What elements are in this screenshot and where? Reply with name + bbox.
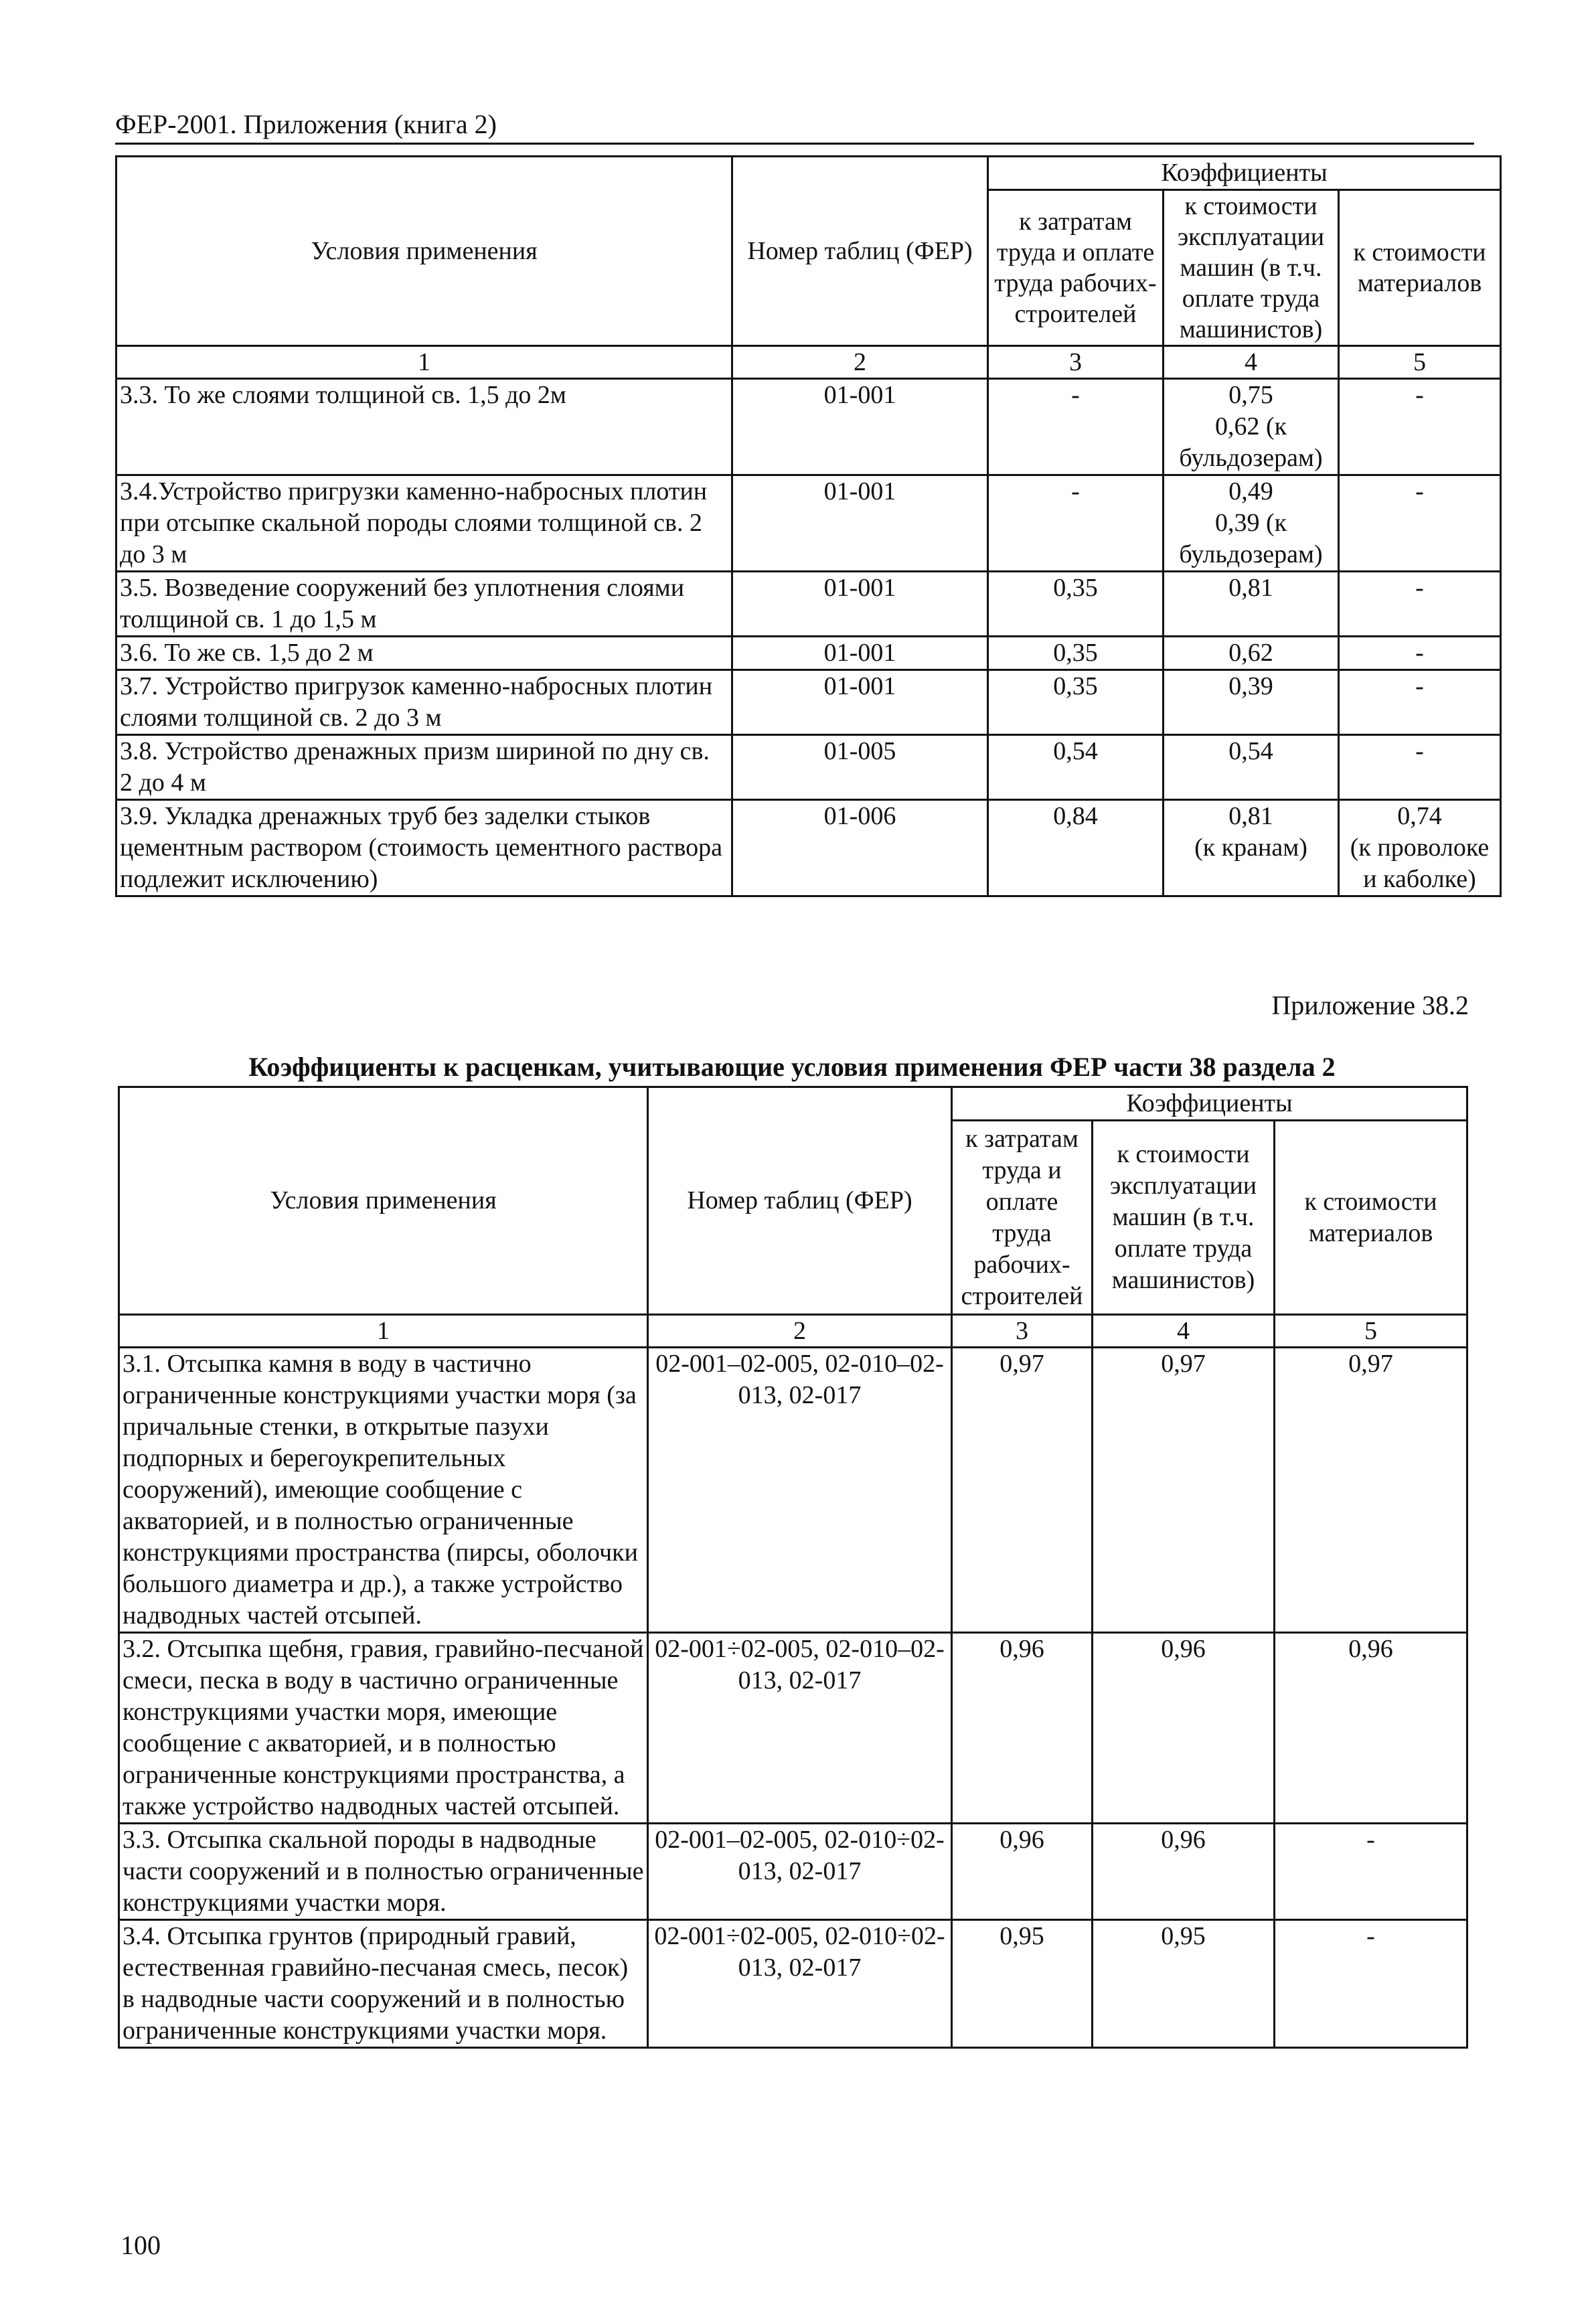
header-table-no: Номер таблиц (ФЕР) (732, 157, 988, 346)
row-labor-coefficient: 0,96 (952, 1824, 1093, 1920)
row-machines-coefficient: 0,97 (1093, 1348, 1275, 1633)
row-labor-coefficient: 0,95 (952, 1920, 1093, 2048)
row-machines-coefficient: 0,81 (1164, 572, 1339, 637)
row-machines-coefficient: 0,95 (1093, 1920, 1275, 2048)
column-number: 5 (1275, 1315, 1467, 1348)
column-number: 2 (648, 1315, 952, 1348)
header-conditions: Условия применения (116, 157, 732, 346)
row-condition: 3.8. Устройство дренажных призм шириной по дну св. 2 до 4 м (116, 735, 732, 800)
row-materials-coefficient: - (1339, 637, 1501, 670)
row-table-number: 01-001 (732, 379, 988, 475)
row-materials-coefficient: - (1339, 379, 1501, 475)
header-machines: к стоимости эксплуатации машин (в т.ч. оплате труда машинистов) (1164, 190, 1339, 346)
row-machines-coefficient: 0,96 (1093, 1633, 1275, 1824)
column-number: 3 (952, 1315, 1093, 1348)
row-materials-coefficient: 0,97 (1275, 1348, 1467, 1633)
column-number: 3 (988, 346, 1164, 379)
table-row (116, 379, 1501, 475)
header-machines: к стоимости эксплуатации машин (в т.ч. оплате труда машинистов) (1093, 1121, 1275, 1315)
row-table-number: 01-001 (732, 637, 988, 670)
row-labor-coefficient: 0,54 (988, 735, 1164, 800)
row-condition: 3.4. Отсыпка грунтов (природный гравий, естественная гравийно-песчаная смесь, песок) в надводные части сооружений и в полностью ограниченные конструкциями участки моря. (119, 1920, 648, 2048)
row-condition: 3.5. Возведение сооружений без уплотнения слоями толщиной св. 1 до 1,5 м (116, 572, 732, 637)
row-condition: 3.2. Отсыпка щебня, гравия, гравийно-песчаной смеси, песка в воду в частично ограниченные конструкциями участки моря, имеющие сообщение с акваторией, и в полностью ограниченные конструкциями пространства, а также устройство надводных частей отсыпей. (119, 1633, 648, 1824)
running-header: ФЕР-2001. Приложения (книга 2) (115, 108, 1474, 145)
appendix-label: Приложение 38.2 (1271, 990, 1469, 1020)
row-table-number: 01-001 (732, 475, 988, 572)
header-labor: к затратам труда и оплате труда рабочих-строителей (952, 1121, 1093, 1315)
table-row (116, 637, 1501, 670)
row-condition: 3.4.Устройство пригрузки каменно-набросных плотин при отсыпке скальной породы слоями толщиной св. 2 до 3 м (116, 475, 732, 572)
header-coefficients: Коэффициенты (988, 157, 1501, 190)
column-number: 1 (116, 346, 732, 379)
row-table-number: 02-001–02-005, 02-010–02-013, 02-017 (648, 1348, 952, 1633)
header-materials: к стоимости материалов (1275, 1121, 1467, 1315)
table-row (116, 572, 1501, 637)
row-condition: 3.9. Укладка дренажных труб без заделки стыков цементным раствором (стоимость цементного раствора подлежит исключению) (116, 800, 732, 896)
table-row (116, 475, 1501, 572)
row-machines-coefficient: 0,49 0,39 (к бульдозерам) (1164, 475, 1339, 572)
row-labor-coefficient: - (988, 379, 1164, 475)
column-number: 5 (1339, 346, 1501, 379)
row-condition: 3.7. Устройство пригрузок каменно-набросных плотин слоями толщиной св. 2 до 3 м (116, 670, 732, 735)
column-number: 1 (119, 1315, 648, 1348)
column-number: 2 (732, 346, 988, 379)
table-caption: Коэффициенты к расценкам, учитывающие условия применения ФЕР части 38 раздела 2 (248, 1052, 1336, 1082)
row-table-number: 01-005 (732, 735, 988, 800)
column-number: 4 (1093, 1315, 1275, 1348)
row-materials-coefficient: 0,96 (1275, 1633, 1467, 1824)
row-machines-coefficient: 0,39 (1164, 670, 1339, 735)
row-materials-coefficient: - (1339, 670, 1501, 735)
row-materials-coefficient: - (1275, 1920, 1467, 2048)
row-materials-coefficient: - (1339, 735, 1501, 800)
row-condition: 3.3. Отсыпка скальной породы в надводные части сооружений и в полностью ограниченные конструкциями участки моря. (119, 1824, 648, 1920)
row-table-number: 01-006 (732, 800, 988, 896)
row-labor-coefficient: 0,35 (988, 670, 1164, 735)
row-materials-coefficient: - (1339, 572, 1501, 637)
row-labor-coefficient: 0,35 (988, 637, 1164, 670)
table-row (116, 735, 1501, 800)
table-row (116, 670, 1501, 735)
row-materials-coefficient: - (1275, 1824, 1467, 1920)
table-row (119, 1348, 1467, 1633)
row-materials-coefficient: - (1339, 475, 1501, 572)
row-machines-coefficient: 0,96 (1093, 1824, 1275, 1920)
table-row (119, 1824, 1467, 1920)
header-conditions: Условия применения (119, 1087, 648, 1315)
coefficients-table-1 (115, 155, 1502, 897)
row-materials-coefficient: 0,74 (к проволоке и каболке) (1339, 800, 1501, 896)
coefficients-table-2 (118, 1086, 1468, 2049)
row-labor-coefficient: 0,97 (952, 1348, 1093, 1633)
table-row (119, 1633, 1467, 1824)
table-row (119, 1920, 1467, 2048)
row-condition: 3.6. То же св. 1,5 до 2 м (116, 637, 732, 670)
header-labor: к затратам труда и оплате труда рабочих-строителей (988, 190, 1164, 346)
row-table-number: 01-001 (732, 670, 988, 735)
row-labor-coefficient: 0,96 (952, 1633, 1093, 1824)
row-condition: 3.3. То же слоями толщиной св. 1,5 до 2м (116, 379, 732, 475)
row-labor-coefficient: 0,84 (988, 800, 1164, 896)
row-machines-coefficient: 0,75 0,62 (к бульдозерам) (1164, 379, 1339, 475)
row-machines-coefficient: 0,62 (1164, 637, 1339, 670)
header-materials: к стоимости материалов (1339, 190, 1501, 346)
row-condition: 3.1. Отсыпка камня в воду в частично ограниченные конструкциями участки моря (за причальные стенки, в открытые пазухи подпорных и берегоукрепительных сооружений), имеющие сообщение с акваторией, и в полностью ограниченные конструкциями пространства (пирсы, оболочки большого диаметра и др.), а также устройство надводных частей отсыпей. (119, 1348, 648, 1633)
row-table-number: 02-001÷02-005, 02-010–02-013, 02-017 (648, 1633, 952, 1824)
table-row (116, 800, 1501, 896)
row-table-number: 02-001–02-005, 02-010÷02-013, 02-017 (648, 1824, 952, 1920)
row-table-number: 02-001÷02-005, 02-010÷02-013, 02-017 (648, 1920, 952, 2048)
row-labor-coefficient: - (988, 475, 1164, 572)
header-coefficients: Коэффициенты (952, 1087, 1467, 1121)
row-table-number: 01-001 (732, 572, 988, 637)
row-labor-coefficient: 0,35 (988, 572, 1164, 637)
header-table-no: Номер таблиц (ФЕР) (648, 1087, 952, 1315)
row-machines-coefficient: 0,81 (к кранам) (1164, 800, 1339, 896)
page-number: 100 (121, 2230, 161, 2260)
column-number: 4 (1164, 346, 1339, 379)
row-machines-coefficient: 0,54 (1164, 735, 1339, 800)
